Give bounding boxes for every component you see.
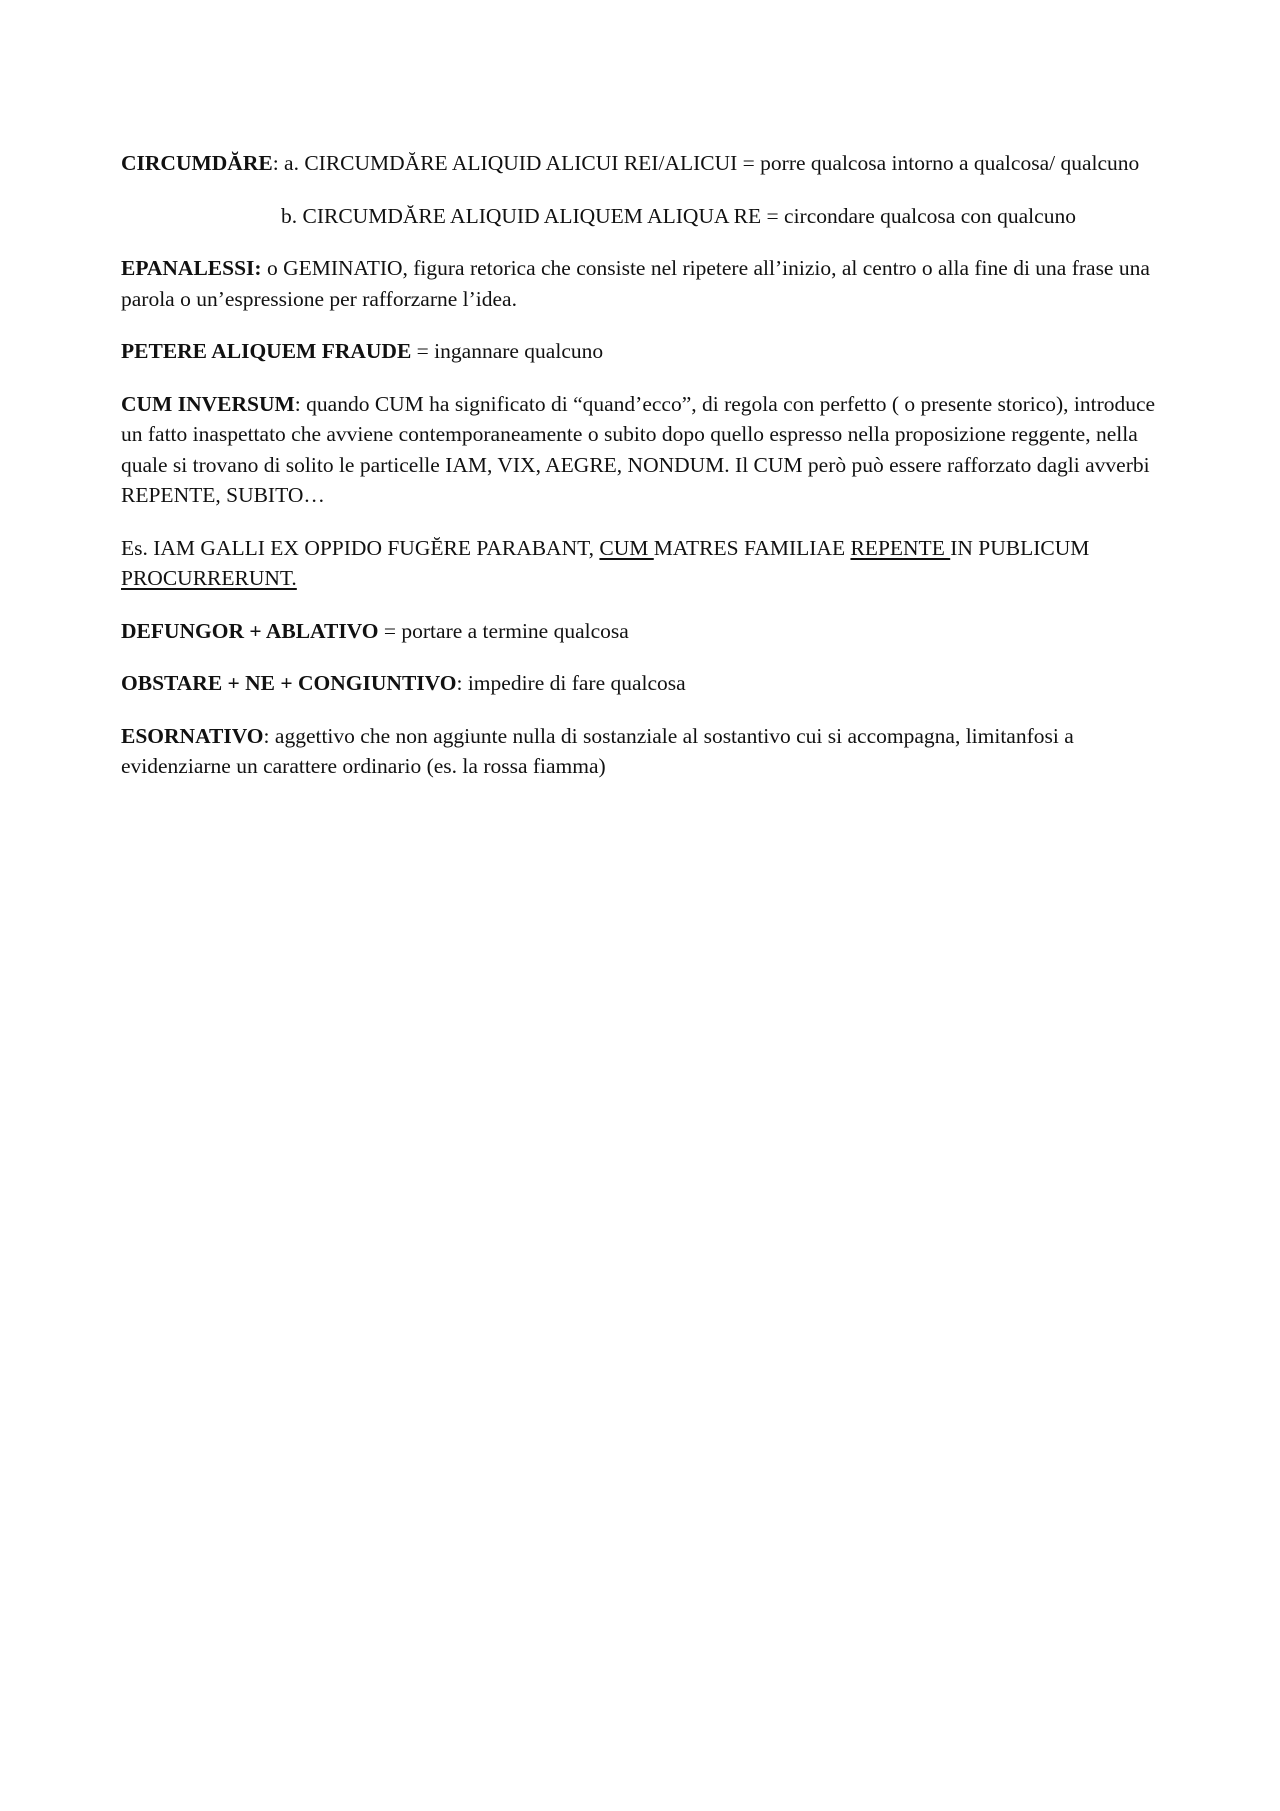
definition-circumdare-b: b. CIRCUMDĂRE ALIQUID ALIQUEM ALIQUA RE = circondare qualcosa con qualcuno xyxy=(281,203,1076,228)
example-cum-underlined: CUM xyxy=(599,535,654,560)
document-body xyxy=(121,148,1166,804)
example-repente-underlined: REPENTE xyxy=(850,535,951,560)
definition-petere: = ingannare qualcuno xyxy=(411,339,604,363)
definition-defungor: = portare a termine qualcosa xyxy=(378,618,629,643)
entry-defungor xyxy=(121,616,1166,647)
example-part-1: Es. IAM GALLI EX OPPIDO FUGĔRE PARABANT, xyxy=(121,535,600,560)
entry-circumdare-a xyxy=(121,148,1166,179)
term-circumdare: CIRCUMDĂRE xyxy=(121,151,273,175)
definition-esornativo: : aggettivo che non aggiunte nulla di sostanziale al sostantivo cui si accompagna, limitanfosi a evidenziarne un carattere ordinario (es. la rossa fiamma) xyxy=(121,723,1074,778)
entry-obstare xyxy=(121,668,1166,699)
term-epanalessi: EPANALESSI: xyxy=(121,256,262,280)
entry-epanalessi xyxy=(121,253,1166,314)
definition-cum-inversum: : quando CUM ha significato di “quand’ecco”, di regola con perfetto ( o presente storico), introduce un fatto inaspettato che avviene contemporaneamente o subito dopo quello espresso nella proposizione reggente, nella quale si trovano di solito le particelle IAM, VIX, AEGRE, NONDUM. Il CUM però può essere rafforzato dagli avverbi REPENTE, SUBITO… xyxy=(121,391,1156,507)
entry-petere xyxy=(121,336,1166,367)
definition-circumdare-a: : a. CIRCUMDĂRE ALIQUID ALICUI REI/ALICUI = porre qualcosa intorno a qualcosa/ qualcuno xyxy=(272,151,1140,175)
entry-circumdare-b xyxy=(121,201,1166,232)
term-defungor: DEFUNGOR + ABLATIVO xyxy=(121,618,379,643)
entry-esornativo xyxy=(121,721,1166,782)
definition-epanalessi: o GEMINATIO, figura retorica che consiste nel ripetere all’inizio, al centro o alla fine di una frase una parola o un’espressione per rafforzarne l’idea. xyxy=(121,256,1150,311)
term-esornativo: ESORNATIVO xyxy=(121,723,264,748)
entry-example xyxy=(121,533,1166,594)
term-cum-inversum: CUM INVERSUM xyxy=(121,391,295,416)
definition-obstare: : impedire di fare qualcosa xyxy=(456,671,686,695)
example-part-3: IN PUBLICUM xyxy=(950,535,1090,560)
term-obstare: OBSTARE + NE + CONGIUNTIVO xyxy=(121,671,457,695)
entry-cum-inversum xyxy=(121,389,1166,511)
term-petere: PETERE ALIQUEM FRAUDE xyxy=(121,339,412,363)
example-part-2: MATRES FAMILIAE xyxy=(653,535,851,560)
example-procurrerunt-underlined: PROCURRERUNT. xyxy=(121,566,297,590)
